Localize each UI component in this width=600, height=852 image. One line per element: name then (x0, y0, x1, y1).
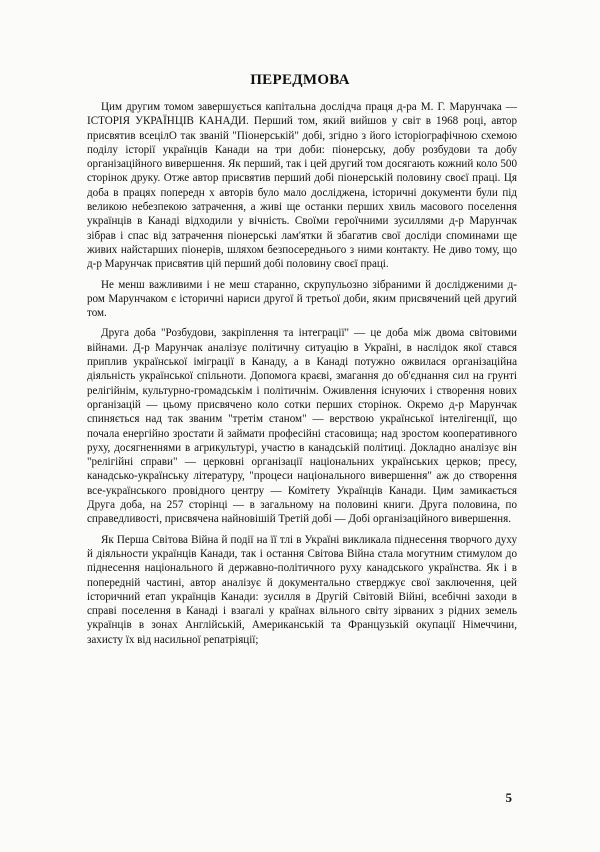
paragraph-3: Друга доба "Розбудови, закріплення та інтеграції" — це доба між двома світовими війнами. Д-р Марунчак аналізує політичну ситуацію в Україні, в наслідок якої стався приплив української іміграції в Канаду, а в Канаді потужно ожвилася організаційна діяльність української спільноти. Допомога краєві, змагання до об'єднання сил на грунті релігійнім, культурно-громадськім і політичнім. Оживлення існуючих і створення нових організацій — цьому присвячено коло сотки перших сторінок. Окремо д-р Марунчак спиняється над так званим "третім станом" — верствою української інтелігенції, що почала енергійно зростати й займати професійні стасовища; над зростом кооперативного руху, досягненнями в агрикультурі, участю в канадській політиці. Докладно аналізує він "релігійні справи" — церковні організації національних українських церков; пресу, канадсько-українську літературу, "процеси національного вивершення" аж до створення все-українського провідного центру — Комітету Українців Канади. Цим замикається Друга доба, на 257 сторінці — в загальному на половині книги. Друга половина, по справедливості, присвячена найновішій Третій добі — Добі організаційного вивершення. (87, 327, 517, 526)
paragraph-4: Як Перша Світова Війна й події на її тлі в Україні викликала піднесення творчого духу й діяльности українців Канади, так і остання Світова Війна стала могутним стимулом до піднесення національного й державно-політичного руху канадського українства. Як і в попередній частині, автор аналізує й документально стверджує свої заключення, цей історичний етап українців Канади: зусилля в Другій Світовій Війні, всебічні заходи в справі поселення в Канаді і взагалі у країнах вільного світу зірваних з рідних земель українців в зонах Англійській, Американській та Французькій окупації Німеччини, захисту їх від насильної репатріяції; (87, 533, 517, 646)
page-title: ПЕРЕДМОВА (250, 72, 350, 88)
page-number: 5 (505, 790, 512, 805)
body-text (87, 100, 517, 653)
paragraph-1: Цим другим томом завершується капітальна дослідча праця д-ра М. Г. Марунчака — ІСТОРІЯ УКРАЇНЦІВ КАНАДИ. Перший том, який вийшов у світ в 1968 році, автор присвятив всецілО так званій "Піонерській" добі, згідно з його історіографічною схемою поділу історії українців Канади на три доби: піонерську, добу розбудови та добу організаційного вивершення. Як перший, так і цей другий том досягають кожний коло 500 сторінок друку. Отже автор присвятив перший добі піонерській половину своєї праці. Ця доба в працях попередн х авторів було мало досліджена, історичні документи були під великою небезпекою затрачення, а живі ще останки перших хвиль масового поселення українців в Канаді відходили у вічність. Своїми героїчними зусиллями д-р Марунчак зібрав і спас від затрачення піонерські лам'ятки й збагатив свої досліди споминами ще живих найстарших піонерів, шляхом безпосереднього з ними контакту. Не диво тому, що д-р Марунчак присвятив цій перший добі половину своєї праці. (87, 101, 517, 271)
paragraph-2: Не менш важливими і не меш старанно, скрупульозно зібраними й дослідженими д-ром Марунчаком є історичні нариси другої й третьої доби, яким присвячений цей другий том. (87, 278, 517, 320)
